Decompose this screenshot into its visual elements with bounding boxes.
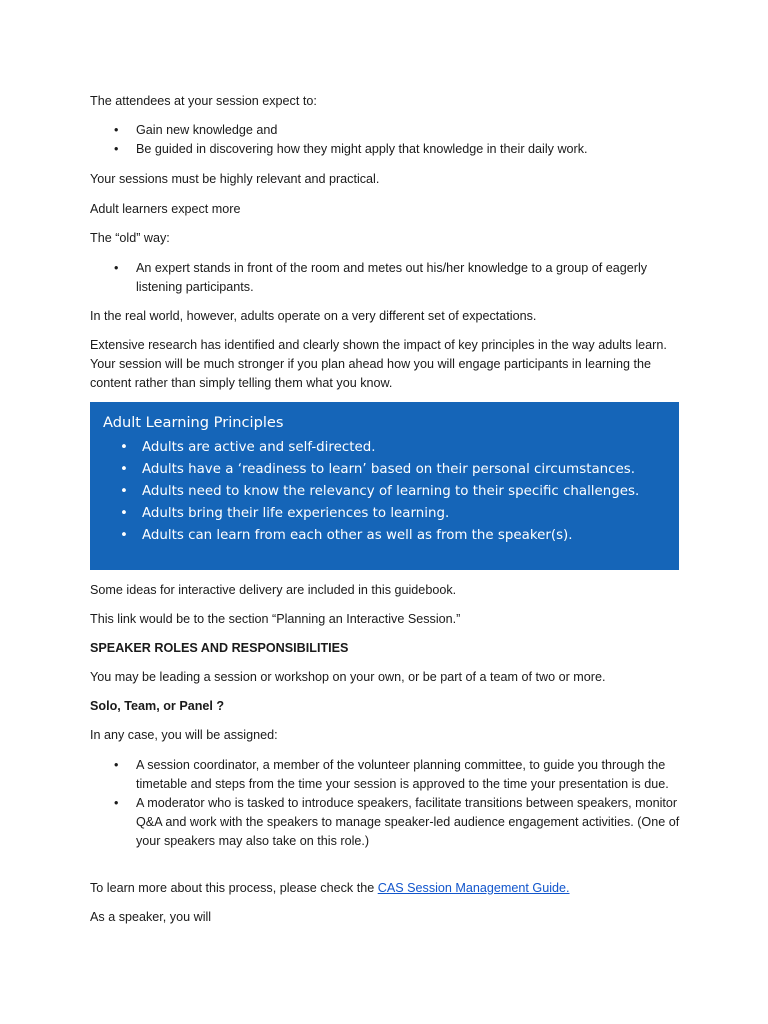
leading-text: You may be leading a session or workshop on your own, or be part of a team of two or more. xyxy=(90,670,606,684)
link-note-text: This link would be to the section “Planning an Interactive Session.” xyxy=(90,612,461,626)
relevant-text: Your sessions must be highly relevant and practical. xyxy=(90,172,380,186)
old-way-list xyxy=(90,259,690,297)
real-world-text: In the real world, however, adults operate on a very different set of expectations. xyxy=(90,309,537,323)
cas-session-guide-link[interactable]: CAS Session Management Guide. xyxy=(377,881,570,895)
roles-heading: SPEAKER ROLES AND RESPONSIBILITIES xyxy=(90,641,349,655)
expect-list xyxy=(90,121,690,159)
learn-more-text xyxy=(90,879,690,898)
list-item: • Be guided in discovering how they might apply that knowledge in their daily work. xyxy=(90,140,690,159)
as-speaker-text: As a speaker, you will xyxy=(90,910,212,924)
adult-expect-text: Adult learners expect more xyxy=(90,202,241,216)
any-case-text: In any case, you will be assigned: xyxy=(90,728,278,742)
old-way-text: The “old” way: xyxy=(90,231,170,245)
list-item: • Adults are active and self-directed. xyxy=(90,437,639,459)
assigned-list xyxy=(90,756,690,851)
learn-more-prefix: To learn more about this process, please check the xyxy=(90,881,378,895)
list-item: • A moderator who is tasked to introduce speakers, facilitate transitions between speakers, monitor Q&A and work with the speakers to manage speaker-led audience engagement activities. (One of your speakers may also take on this role.) xyxy=(90,794,690,851)
list-item: • An expert stands in front of the room and metes out his/her knowledge to a group of eagerly listening participants. xyxy=(90,259,690,297)
list-item: • Adults bring their life experiences to learning. xyxy=(90,503,639,525)
list-item: • Gain new knowledge and xyxy=(90,121,690,140)
list-item: • Adults need to know the relevancy of learning to their specific challenges. xyxy=(90,481,639,503)
principles-list xyxy=(90,437,639,547)
adult-learning-principles-box xyxy=(90,402,679,570)
research-paragraph: Extensive research has identified and clearly shown the impact of key principles in the way adults learn. Your session will be much stronger if you plan ahead how you will engage participants in learning the content rather than simply telling them what you know. xyxy=(90,338,667,390)
ideas-text: Some ideas for interactive delivery are included in this guidebook. xyxy=(90,583,457,597)
solo-team-panel-heading: Solo, Team, or Panel ? xyxy=(90,699,225,713)
intro-text: The attendees at your session expect to: xyxy=(90,94,317,108)
list-item: • Adults have a ‘readiness to learn’ based on their personal circumstances. xyxy=(90,459,639,481)
list-item: • Adults can learn from each other as well as from the speaker(s). xyxy=(90,525,639,547)
principles-title: Adult Learning Principles xyxy=(103,414,284,431)
list-item: • A session coordinator, a member of the volunteer planning committee, to guide you through the timetable and steps from the time your session is approved to the time your presentation is due. xyxy=(90,756,690,794)
